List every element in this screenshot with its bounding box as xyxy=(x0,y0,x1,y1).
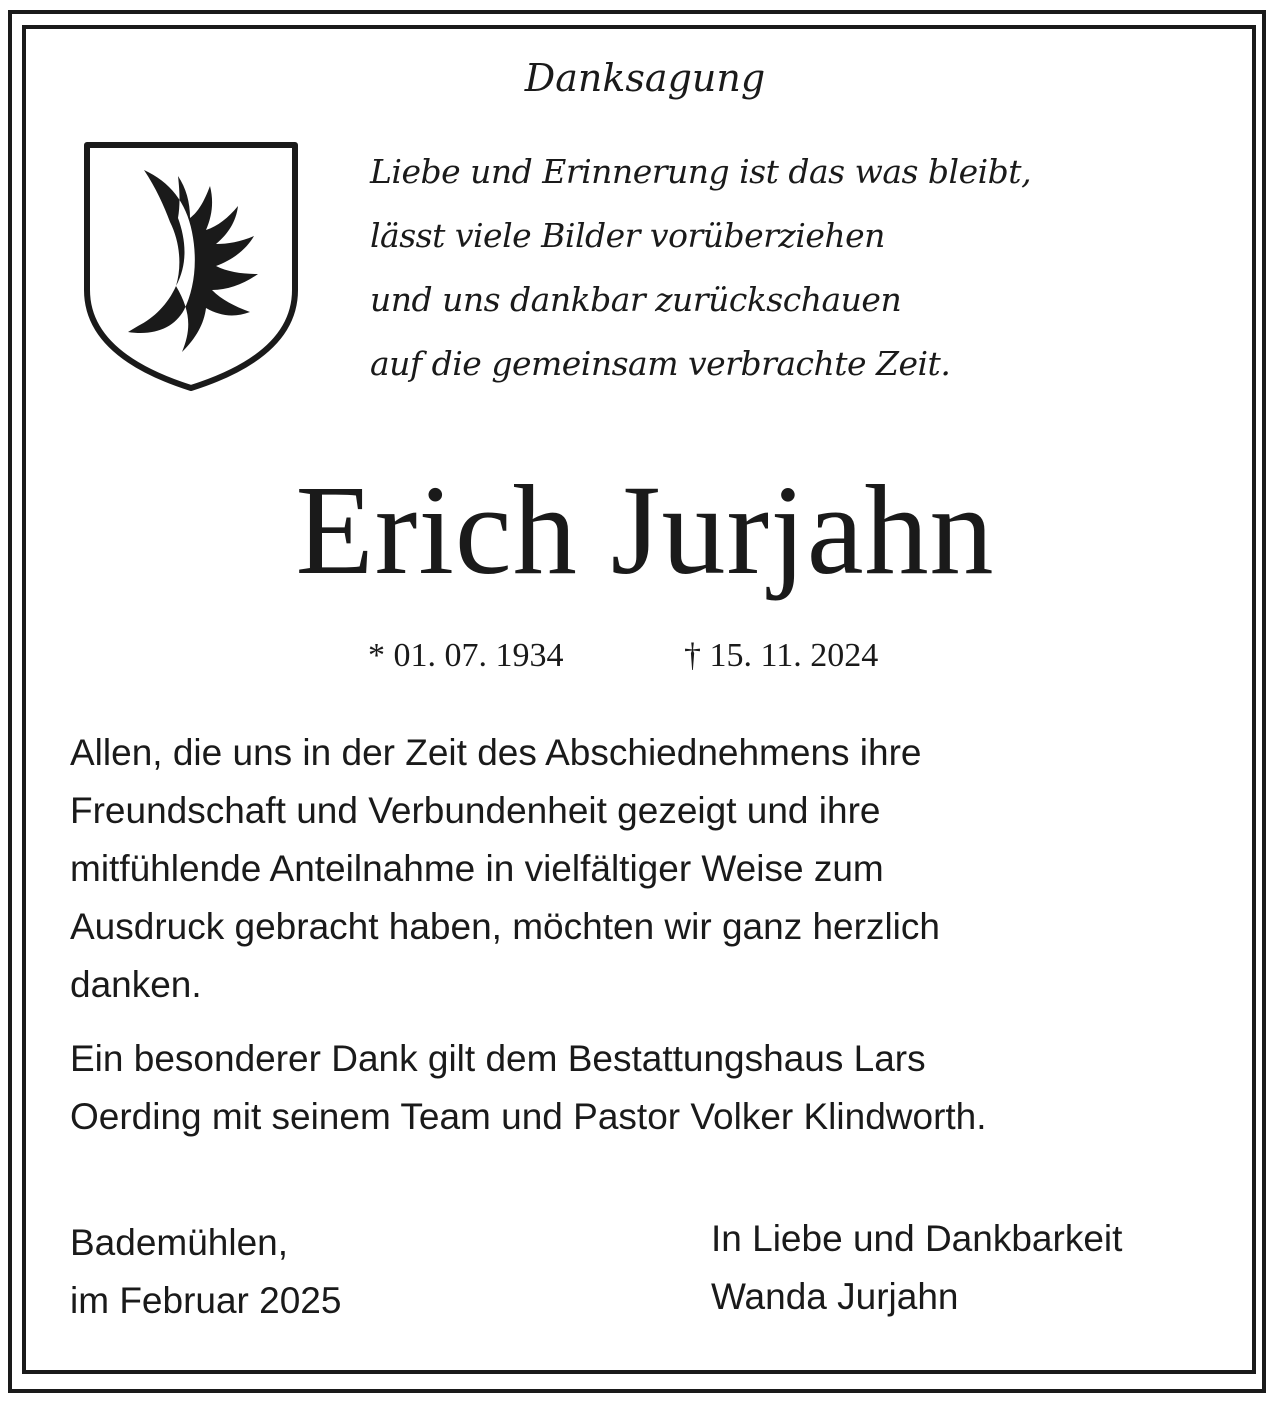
date: im Februar 2025 xyxy=(70,1280,342,1321)
paragraph-line: Ein besonderer Dank gilt dem Bestattungshaus Lars xyxy=(70,1038,926,1079)
poem-line: auf die gemeinsam verbrachte Zeit. xyxy=(370,344,951,383)
closing-signature xyxy=(711,1210,1122,1326)
death-date: † 15. 11. 2024 xyxy=(684,637,879,674)
poem-line: lässt viele Bilder vorüberziehen xyxy=(370,216,885,255)
heading-danksagung: Danksagung xyxy=(524,56,766,100)
poem-line: und uns dankbar zurückschauen xyxy=(370,280,902,319)
deceased-name: Erich Jurjahn xyxy=(295,459,995,601)
life-dates xyxy=(368,628,968,684)
paragraph-line: Freundschaft und Verbundenheit gezeigt und ihre xyxy=(70,790,881,831)
paragraph-line: Allen, die uns in der Zeit des Abschiednehmens ihre xyxy=(70,732,922,773)
paragraph-line: danken. xyxy=(70,964,202,1005)
place-and-date xyxy=(70,1214,341,1330)
coat-of-arms-antler-icon xyxy=(82,140,300,392)
paragraph-line: Ausdruck gebracht haben, möchten wir ganz herzlich xyxy=(70,906,940,947)
poem xyxy=(370,140,1230,396)
birth-date: * 01. 07. 1934 xyxy=(368,637,564,674)
poem-line: Liebe und Erinnerung ist das was bleibt, xyxy=(370,152,1032,191)
signatory: Wanda Jurjahn xyxy=(711,1276,959,1317)
paragraph-line: Oerding mit seinem Team und Pastor Volker Klindworth. xyxy=(70,1096,987,1137)
paragraph-line: mitfühlende Anteilnahme in vielfältiger Weise zum xyxy=(70,848,884,889)
place: Bademühlen, xyxy=(70,1222,289,1263)
special-thanks-paragraph xyxy=(70,1030,1230,1146)
closing-phrase: In Liebe und Dankbarkeit xyxy=(711,1218,1123,1259)
thanks-paragraph xyxy=(70,724,1230,1014)
